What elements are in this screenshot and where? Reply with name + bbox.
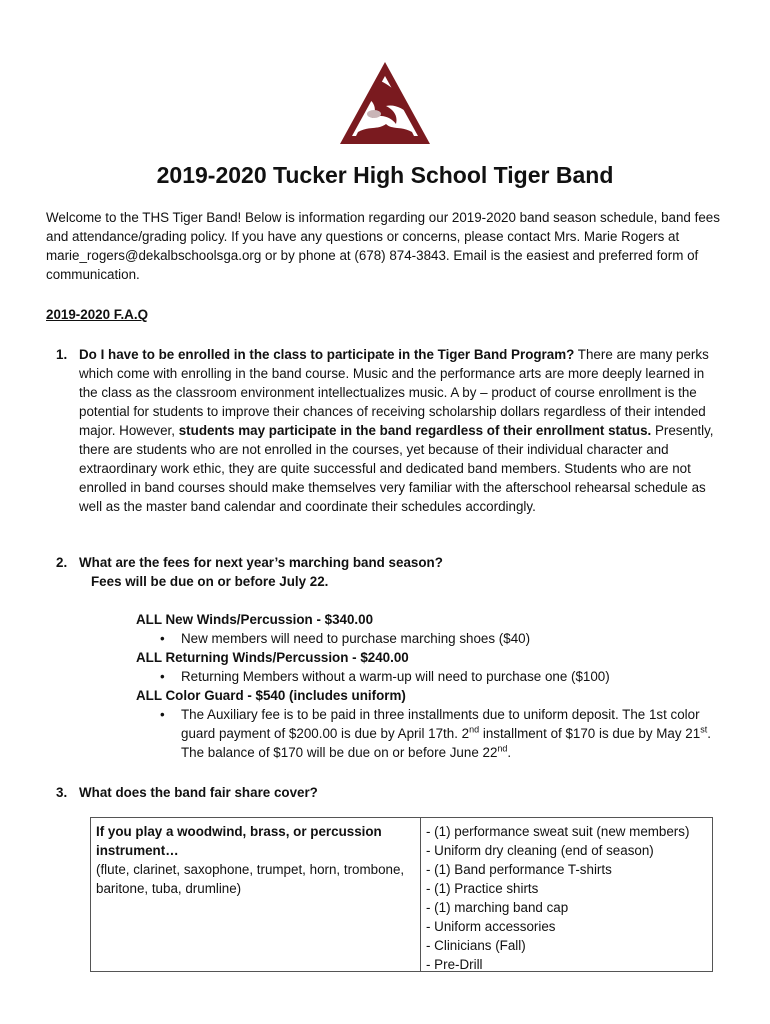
bullet-icon: • bbox=[160, 707, 165, 722]
fees-due-note: Fees will be due on or before July 22. bbox=[91, 574, 329, 589]
fee-bullet bbox=[136, 667, 736, 686]
fair-share-table bbox=[90, 817, 713, 972]
faq-question-line bbox=[79, 783, 724, 802]
list-item: - (1) Band performance T-shirts bbox=[426, 862, 612, 877]
fee-bullet bbox=[136, 629, 736, 648]
faq-question: What does the band fair share cover? bbox=[79, 785, 318, 800]
table-cell-instrument bbox=[96, 822, 414, 898]
list-item: - (1) marching band cap bbox=[426, 900, 569, 915]
table-cell-heading: If you play a woodwind, brass, or percussion instrument… bbox=[96, 824, 382, 858]
page-title: 2019-2020 Tucker High School Tiger Band bbox=[156, 162, 614, 188]
fee-bullet-text: The Auxiliary fee is to be paid in three installments due to uniform deposit. The 1st color guard payment of $200.00 is due by April 17th. 2nd installment of $170 is due by May 21st. The balance of $170 will be due on or before June 22nd. bbox=[181, 707, 711, 760]
fee-heading-returning: ALL Returning Winds/Percussion - $240.00 bbox=[136, 650, 409, 665]
list-item: - Uniform accessories bbox=[426, 919, 556, 934]
fee-heading-guard: ALL Color Guard - $540 (includes uniform) bbox=[136, 688, 406, 703]
answer-text: There are many perks which come with enrolling in the band course. Music and the performance arts are more deeply learned in the class as the classroom environment intellectualizes music. A by – product of course enrollment is the potential for students to improve their chances of receiving scholarship dollars regardless of their intended major. However, bbox=[79, 347, 709, 438]
answer-emphasis: students may participate in the band regardless of their enrollment status. bbox=[178, 423, 652, 438]
faq-question: Do I have to be enrolled in the class to participate in the Tiger Band Program? bbox=[79, 347, 575, 362]
fee-bullet-text: Returning Members without a warm-up will need to purchase one ($100) bbox=[181, 669, 610, 684]
list-item: - Clinicians (Fall) bbox=[426, 938, 526, 953]
table-cell-items bbox=[426, 822, 711, 974]
fee-heading-new: ALL New Winds/Percussion - $340.00 bbox=[136, 612, 374, 627]
faq-question-line bbox=[79, 553, 724, 572]
intro-paragraph: Welcome to the THS Tiger Band! Below is information regarding our 2019-2020 band season schedule, band fees and attendance/grading policy. If you have any questions or concerns, please contact Mrs. Marie Rogers at marie_rogers@dekalbschoolsga.org or by phone at (678) 874-3843. Email is the easiest and preferred form of communication. bbox=[46, 210, 720, 282]
faq-answer bbox=[79, 345, 724, 516]
faq-heading: 2019-2020 F.A.Q bbox=[46, 307, 148, 322]
fee-bullet-text: New members will need to purchase marching shoes ($40) bbox=[181, 631, 531, 646]
bullet-icon: • bbox=[160, 631, 165, 646]
fees-list bbox=[136, 610, 736, 762]
logo-eye bbox=[367, 110, 381, 118]
fee-bullet bbox=[136, 705, 736, 762]
list-item: - (1) performance sweat suit (new members) bbox=[426, 824, 690, 839]
table-cell-text: (flute, clarinet, saxophone, trumpet, horn, trombone, baritone, tuba, drumline) bbox=[96, 862, 405, 896]
faq-number: 2. bbox=[56, 555, 68, 570]
list-item: - Uniform dry cleaning (end of season) bbox=[426, 843, 654, 858]
list-item: - Pre-Drill bbox=[426, 957, 483, 972]
list-item: - (1) Practice shirts bbox=[426, 881, 539, 896]
bullet-icon: • bbox=[160, 669, 165, 684]
faq-number: 1. bbox=[56, 347, 68, 362]
faq-number: 3. bbox=[56, 785, 68, 800]
answer-text: Presently, there are students who are not enrolled in the courses, yet because of their individual character and extraordinary work ethic, they are quite successful and dedicated band members. Students who are not enrolled in band courses should make themselves very familiar with the afterschool rehearsal schedule as well as the master band calendar and coordinate their schedules accordingly. bbox=[79, 423, 714, 514]
tiger-band-logo bbox=[338, 60, 432, 146]
table-divider bbox=[420, 818, 421, 971]
faq-question: What are the fees for next year’s marching band season? bbox=[79, 555, 443, 570]
